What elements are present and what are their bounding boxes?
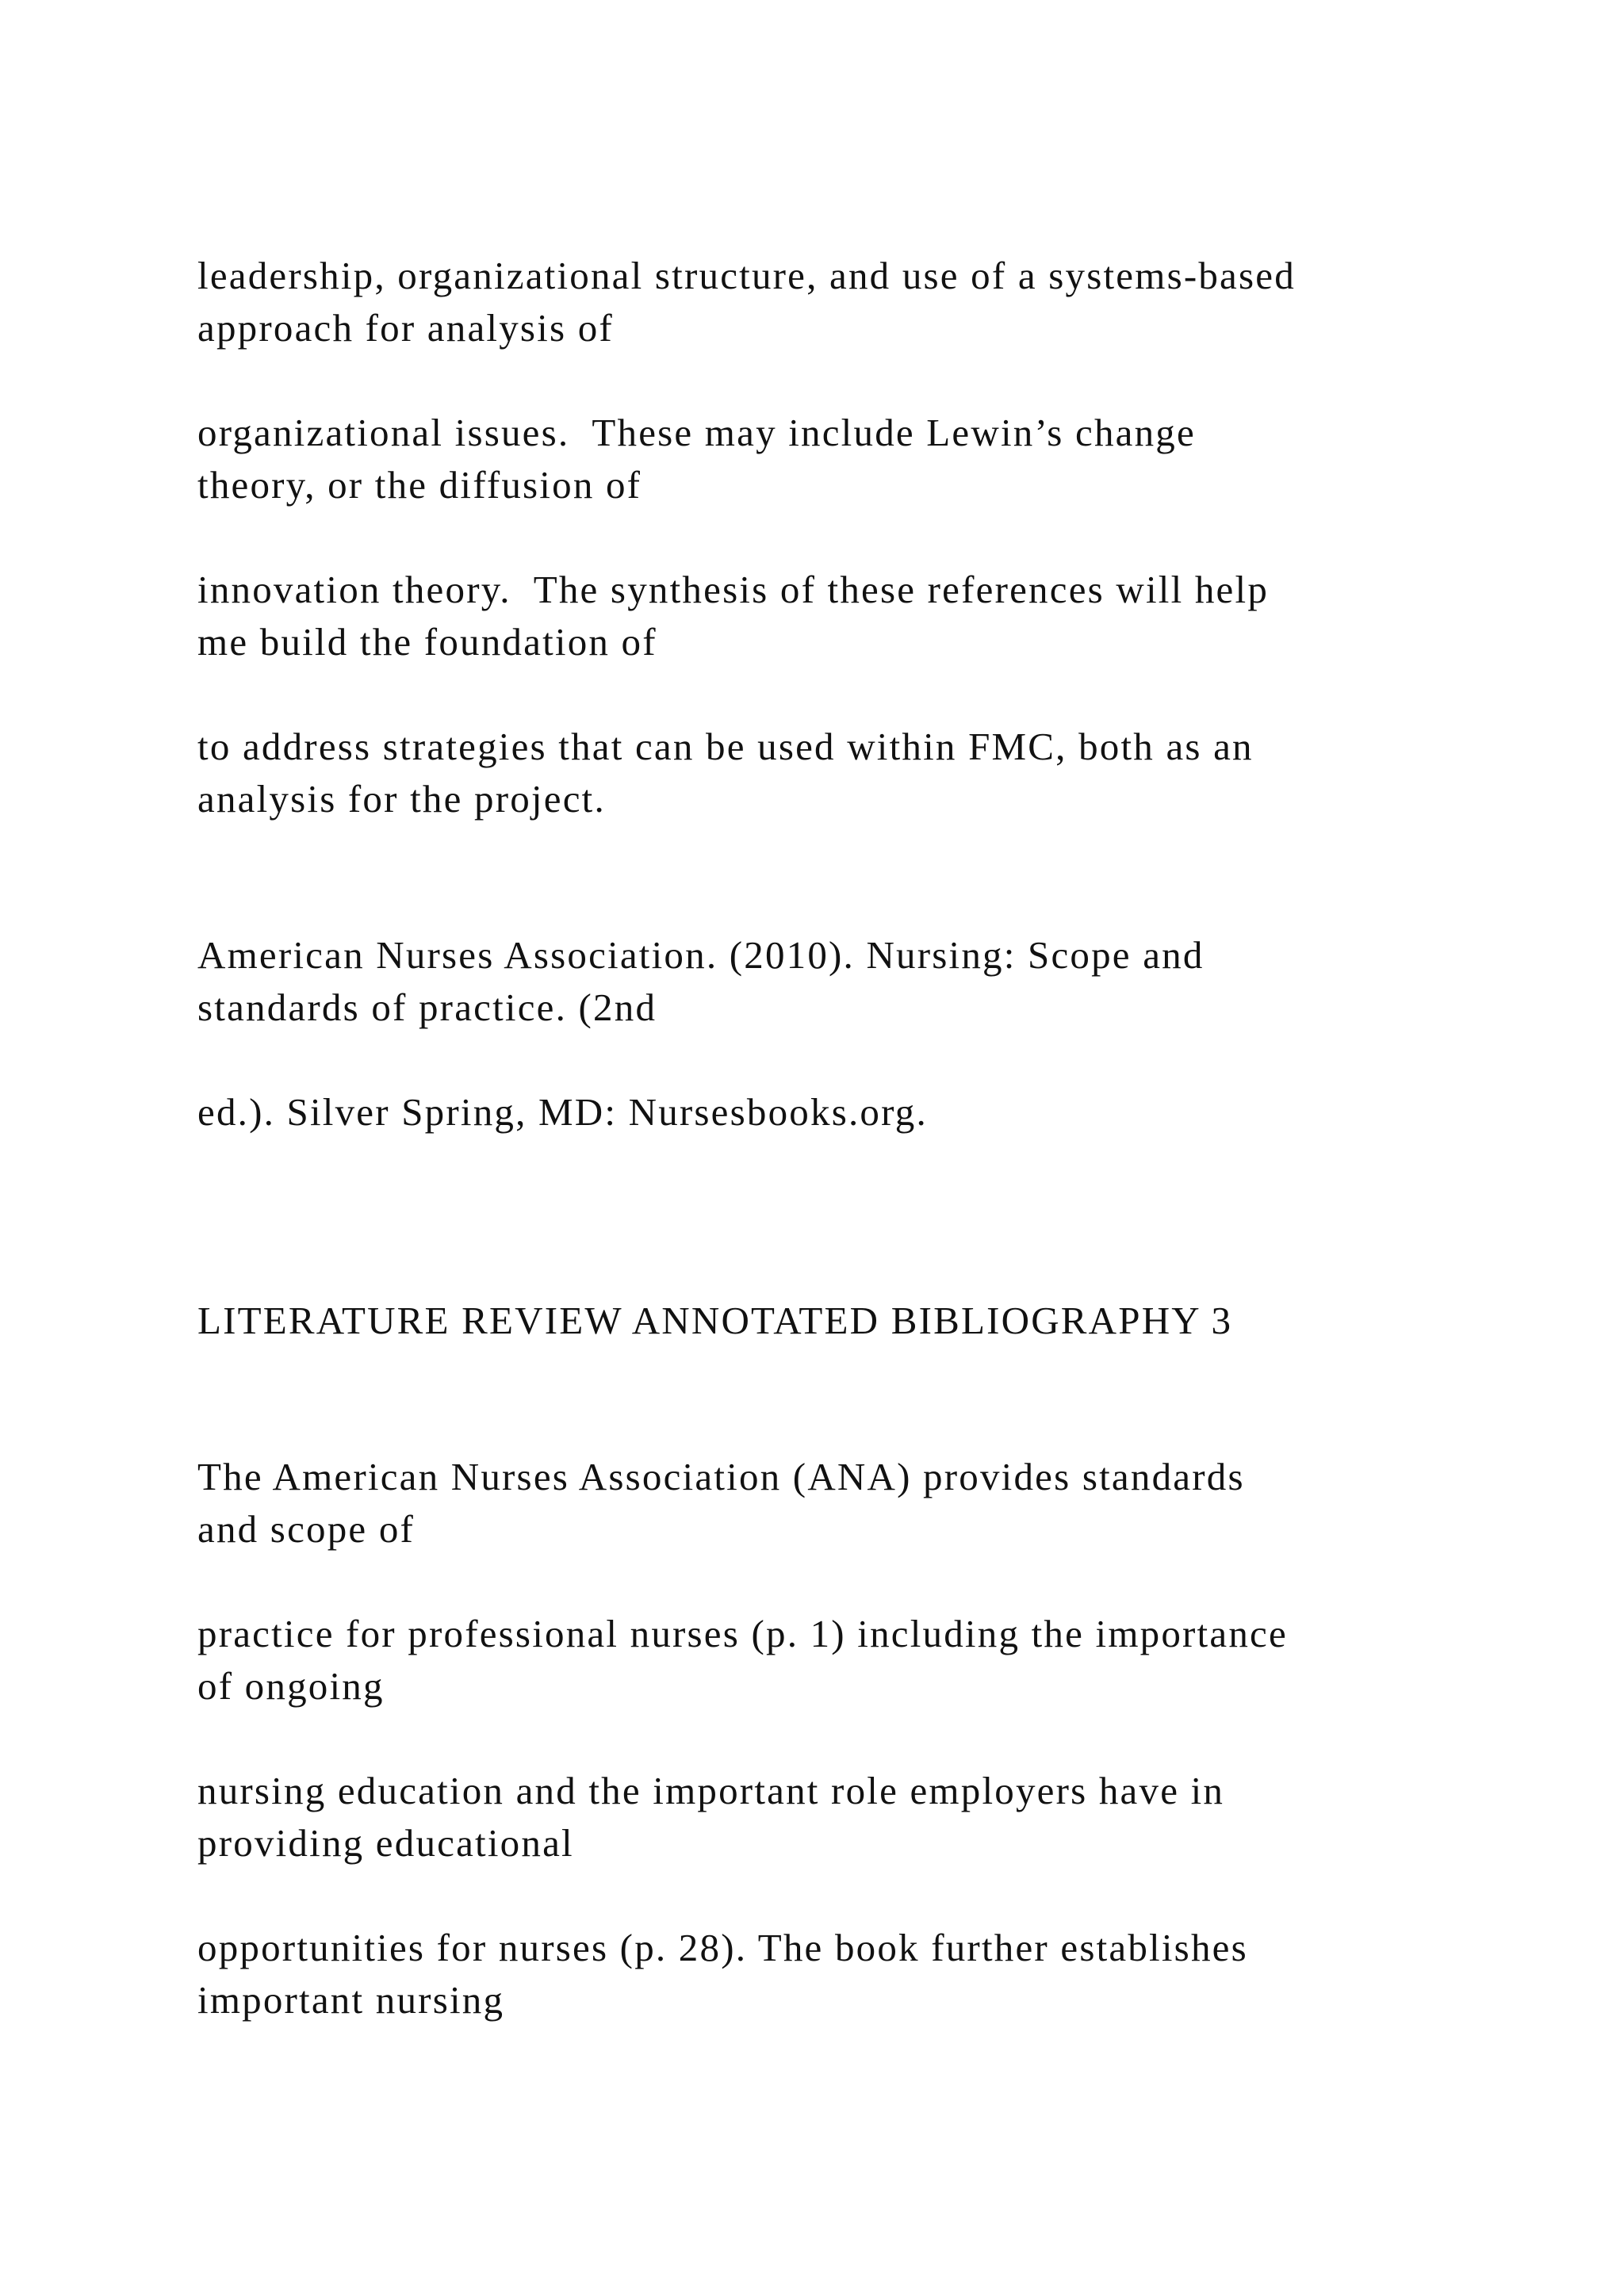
body-text-line: nursing education and the important role employers have in <box>197 1769 1225 1812</box>
reference-line: standards of practice. (2nd <box>197 985 657 1029</box>
body-text-line: practice for professional nurses (p. 1) including the importance <box>197 1612 1288 1655</box>
body-text-line: and scope of <box>197 1507 416 1551</box>
body-text-line: organizational issues. These may include Lewin’s change <box>197 411 1196 454</box>
body-text-line: opportunities for nurses (p. 28). The book further establishes <box>197 1926 1248 1969</box>
body-text-line: of ongoing <box>197 1664 385 1708</box>
body-text-line: providing educational <box>197 1821 574 1865</box>
body-text-line: important nursing <box>197 1978 505 2022</box>
body-text-line: innovation theory. The synthesis of these references will help <box>197 568 1270 611</box>
reference-line: ed.). Silver Spring, MD: Nursesbooks.org. <box>197 1090 928 1134</box>
body-text-line: theory, or the diffusion of <box>197 463 642 507</box>
body-text-line: analysis for the project. <box>197 777 606 821</box>
body-text-line: me build the foundation of <box>197 620 657 664</box>
reference-line: American Nurses Association. (2010). Nursing: Scope and <box>197 933 1205 977</box>
body-text-line: approach for analysis of <box>197 306 614 350</box>
body-text-line: to address strategies that can be used within FMC, both as an <box>197 725 1254 768</box>
running-header: LITERATURE REVIEW ANNOTATED BIBLIOGRAPHY 3 <box>197 1299 1233 1342</box>
body-text-line: leadership, organizational structure, and use of a systems-based <box>197 254 1296 297</box>
body-text-line: The American Nurses Association (ANA) provides standards <box>197 1455 1245 1498</box>
